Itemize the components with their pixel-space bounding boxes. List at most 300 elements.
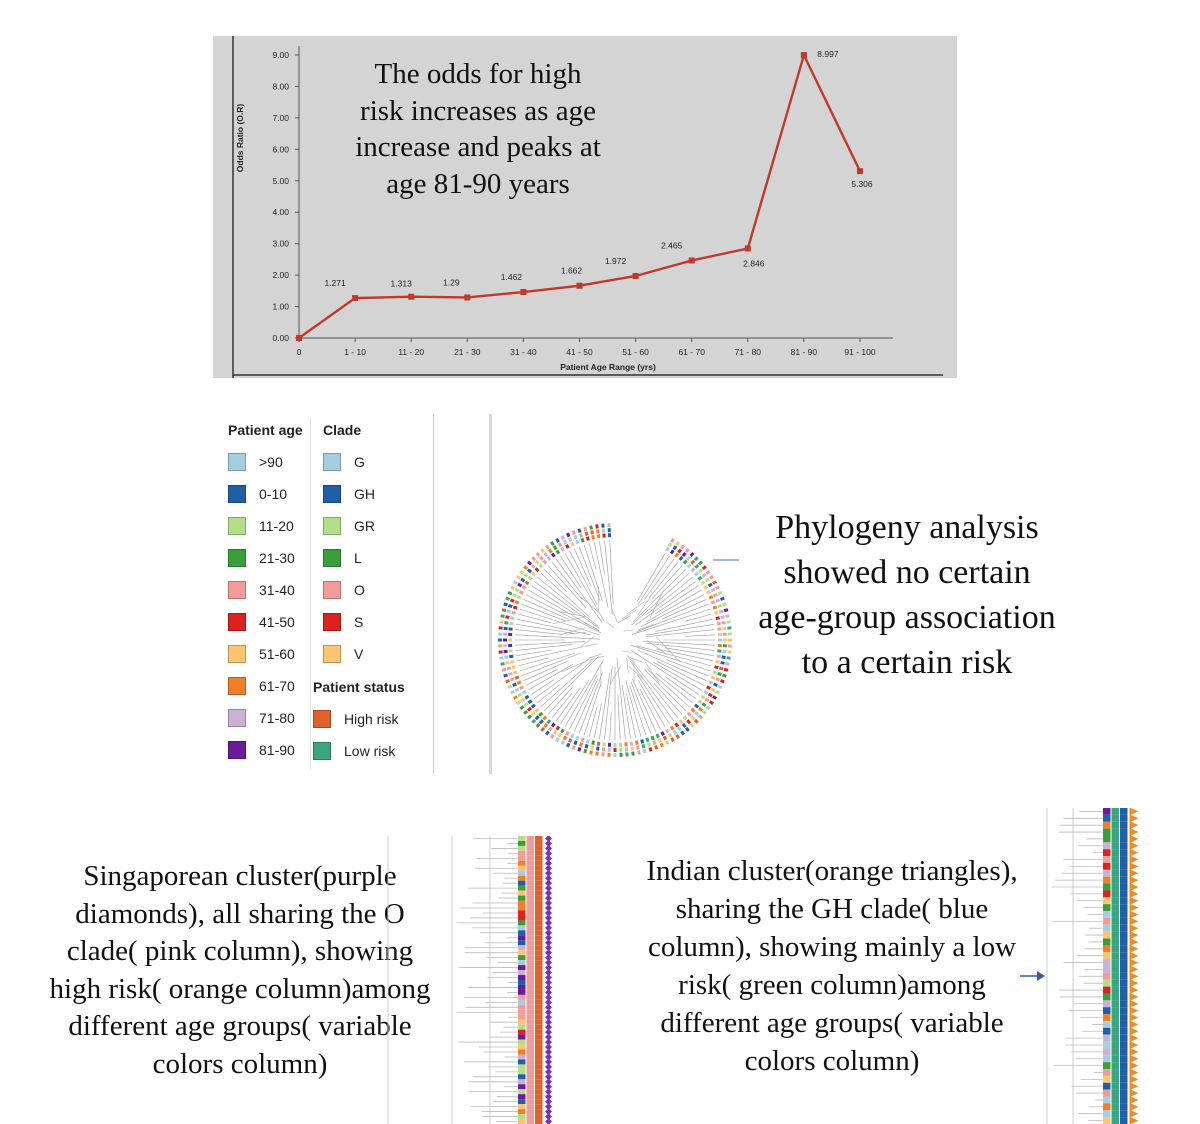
ring-cell bbox=[528, 570, 531, 573]
cluster-cell bbox=[1112, 904, 1120, 911]
cluster-cell bbox=[1112, 1014, 1120, 1021]
cluster-cell bbox=[1103, 1055, 1111, 1062]
cluster-cell bbox=[535, 1020, 543, 1025]
ring-cell bbox=[703, 566, 706, 569]
ring-cell bbox=[598, 534, 599, 538]
cluster-cell bbox=[527, 891, 535, 896]
legend-label: L bbox=[354, 550, 362, 566]
cluster-marker bbox=[545, 1118, 552, 1124]
ring-cell bbox=[722, 657, 726, 658]
ring-cell bbox=[517, 682, 521, 684]
cluster-cell bbox=[1112, 945, 1120, 952]
tree-branch bbox=[534, 659, 589, 699]
tree-branch bbox=[624, 630, 633, 631]
cluster-cell bbox=[1112, 1083, 1120, 1090]
cluster-cell bbox=[1103, 1097, 1111, 1104]
ring-cell bbox=[504, 657, 508, 658]
tree-branch bbox=[627, 658, 629, 673]
cluster-cell bbox=[527, 990, 535, 995]
cluster-cell bbox=[518, 856, 526, 861]
cluster-marker bbox=[1130, 856, 1139, 864]
ring-cell bbox=[687, 720, 690, 723]
ring-cell bbox=[528, 701, 531, 703]
cluster-cell bbox=[1112, 815, 1120, 822]
y-tick-label: 6.00 bbox=[272, 144, 289, 155]
ring-cell bbox=[701, 696, 704, 698]
ring-cell bbox=[719, 611, 723, 612]
ring-cell bbox=[702, 574, 705, 576]
cluster-cell bbox=[1120, 863, 1128, 870]
cluster-cell bbox=[1112, 877, 1120, 884]
cluster-cell bbox=[1103, 918, 1111, 925]
ring-cell bbox=[571, 542, 573, 546]
cluster-cell bbox=[1120, 1055, 1128, 1062]
ring-cell bbox=[684, 717, 687, 720]
cluster-cell bbox=[535, 970, 543, 975]
data-label: 8.997 bbox=[817, 49, 839, 60]
ring-cell bbox=[704, 692, 707, 694]
legend-label: O bbox=[354, 582, 365, 598]
ring-cell bbox=[512, 667, 516, 668]
cluster-cell bbox=[535, 901, 543, 906]
tree-branch bbox=[574, 679, 597, 732]
ring-cell bbox=[505, 662, 509, 663]
ring-cell bbox=[688, 713, 691, 716]
ring-cell bbox=[586, 532, 587, 536]
cluster-cell bbox=[1120, 993, 1128, 1000]
ring-cell bbox=[504, 675, 508, 676]
cluster-cell bbox=[518, 950, 526, 955]
ring-cell bbox=[535, 568, 538, 571]
ring-cell bbox=[559, 734, 561, 737]
cluster-cell bbox=[1120, 904, 1128, 911]
cluster-cell bbox=[518, 1010, 526, 1015]
cluster-marker bbox=[1130, 1075, 1139, 1083]
cluster-cell bbox=[518, 1035, 526, 1040]
ring-cell bbox=[716, 618, 720, 619]
cluster-cell bbox=[1103, 822, 1111, 829]
data-label: 1.29 bbox=[443, 277, 460, 288]
cluster-cell bbox=[1112, 952, 1120, 959]
ring-cell bbox=[520, 706, 523, 708]
cluster-cell bbox=[535, 1000, 543, 1005]
ring-cell bbox=[716, 691, 720, 693]
cluster-cell bbox=[527, 1114, 535, 1119]
ring-cell bbox=[676, 723, 678, 726]
ring-cell bbox=[695, 705, 698, 708]
cluster-marker bbox=[1130, 924, 1139, 932]
cluster-cell bbox=[535, 1084, 543, 1089]
ring-cell bbox=[698, 701, 701, 703]
ring-cell bbox=[681, 545, 683, 548]
ring-cell bbox=[716, 661, 720, 662]
cluster-cell bbox=[1120, 1035, 1128, 1042]
ring-cell bbox=[510, 600, 514, 601]
cluster-cell bbox=[527, 1079, 535, 1084]
cluster-cell bbox=[527, 930, 535, 935]
singapore-tree bbox=[388, 836, 552, 1124]
cluster-cell bbox=[1112, 849, 1120, 856]
ring-cell bbox=[714, 594, 718, 596]
legend-item bbox=[228, 542, 295, 574]
cluster-cell bbox=[527, 886, 535, 891]
cluster-marker bbox=[1130, 993, 1139, 1001]
ring-cell bbox=[535, 709, 538, 712]
legend-item bbox=[228, 606, 295, 638]
cluster-cell bbox=[1112, 1069, 1120, 1076]
cluster-cell bbox=[518, 1059, 526, 1064]
ring-cell bbox=[507, 611, 511, 612]
cluster-cell bbox=[1112, 993, 1120, 1000]
ring-cell bbox=[631, 742, 632, 746]
ring-cell bbox=[632, 747, 633, 751]
cluster-cell bbox=[527, 901, 535, 906]
ring-cell bbox=[548, 557, 551, 560]
cluster-cell bbox=[535, 1064, 543, 1069]
tree-branch bbox=[552, 562, 582, 599]
cluster-cell bbox=[1112, 1062, 1120, 1069]
tree-branch bbox=[544, 656, 598, 710]
ring-cell bbox=[714, 612, 718, 613]
data-label: 1.462 bbox=[500, 272, 523, 283]
cluster-cell bbox=[1112, 890, 1120, 897]
cluster-cell bbox=[535, 915, 543, 920]
ring-cell bbox=[567, 533, 569, 537]
cluster-cell bbox=[1120, 1117, 1128, 1124]
ring-cell bbox=[543, 717, 546, 720]
cluster-cell bbox=[518, 881, 526, 886]
y-tick-label: 0.00 bbox=[272, 333, 289, 343]
ring-cell bbox=[676, 553, 678, 556]
cluster-cell bbox=[1112, 1007, 1120, 1014]
ring-cell bbox=[517, 576, 520, 578]
ring-cell bbox=[642, 739, 643, 743]
ring-cell bbox=[718, 673, 722, 674]
cluster-cell bbox=[535, 945, 543, 950]
cluster-cell bbox=[1103, 1103, 1111, 1110]
cluster-cell bbox=[518, 955, 526, 960]
phylogeny-caption: Phylogeny analysis showed no certain age-group association to a certain risk bbox=[758, 509, 1056, 681]
cluster-cell bbox=[518, 896, 526, 901]
legend-label: S bbox=[354, 614, 364, 630]
cluster-cell bbox=[518, 1025, 526, 1030]
cluster-cell bbox=[518, 1000, 526, 1005]
cluster-cell bbox=[518, 841, 526, 846]
chart-annotation: The odds for high risk increases as age increase and peaks at age 81-90 years bbox=[355, 58, 601, 200]
cluster-cell bbox=[535, 1099, 543, 1104]
cluster-cell bbox=[1112, 1048, 1120, 1055]
cluster-cell bbox=[1103, 973, 1111, 980]
data-point bbox=[745, 246, 751, 252]
cluster-cell bbox=[1120, 918, 1128, 925]
y-tick-label: 5.00 bbox=[272, 175, 289, 186]
ring-cell bbox=[507, 668, 511, 669]
cluster-cell bbox=[527, 1099, 535, 1104]
cluster-marker bbox=[1130, 1089, 1139, 1097]
cluster-cell bbox=[1112, 856, 1120, 863]
ring-cell bbox=[520, 591, 524, 593]
ring-cell bbox=[512, 612, 516, 613]
cluster-cell bbox=[1103, 1014, 1111, 1021]
cluster-cell bbox=[1112, 939, 1120, 946]
cluster-cell bbox=[527, 881, 535, 886]
ring-cell bbox=[704, 587, 707, 589]
cluster-cell bbox=[1103, 1083, 1111, 1090]
ring-cell bbox=[585, 527, 586, 531]
cluster-cell bbox=[1103, 993, 1111, 1000]
data-point bbox=[801, 52, 807, 58]
ring-cell bbox=[695, 720, 698, 723]
ring-cell bbox=[592, 530, 593, 534]
ring-cell bbox=[669, 543, 671, 546]
cluster-cell bbox=[518, 861, 526, 866]
data-point bbox=[577, 283, 583, 289]
ring-cell bbox=[662, 732, 664, 736]
ring-cell bbox=[549, 727, 551, 730]
ring-cell bbox=[713, 672, 717, 673]
cluster-cell bbox=[535, 1025, 543, 1030]
legend-swatch bbox=[228, 581, 246, 599]
ring-cell bbox=[650, 747, 651, 751]
ring-cell bbox=[504, 604, 508, 605]
cluster-cell bbox=[527, 1010, 535, 1015]
ring-cell bbox=[508, 686, 512, 688]
cluster-cell bbox=[1120, 1103, 1128, 1110]
ring-cell bbox=[711, 677, 715, 678]
cluster-cell bbox=[1103, 856, 1111, 863]
legend-label: 41-50 bbox=[259, 614, 295, 630]
ring-cell bbox=[515, 689, 519, 691]
ring-cell bbox=[717, 623, 721, 624]
data-label: 1.271 bbox=[324, 278, 346, 289]
ring-cell bbox=[502, 610, 506, 611]
ring-cell bbox=[686, 549, 689, 552]
ring-cell bbox=[536, 561, 539, 564]
ring-cell bbox=[659, 739, 661, 743]
cluster-cell bbox=[1112, 1035, 1120, 1042]
cluster-cell bbox=[527, 915, 535, 920]
legend-status-title: Patient status bbox=[313, 679, 405, 695]
cluster-cell bbox=[518, 995, 526, 1000]
legend-swatch bbox=[313, 742, 331, 760]
cluster-marker bbox=[1130, 917, 1139, 925]
tree-branch bbox=[589, 656, 604, 660]
cluster-cell bbox=[535, 1089, 543, 1094]
ring-cell bbox=[597, 747, 598, 751]
legend-swatch bbox=[323, 549, 341, 567]
cluster-cell bbox=[535, 896, 543, 901]
cluster-cell bbox=[527, 965, 535, 970]
cluster-cell bbox=[518, 910, 526, 915]
ring-cell bbox=[562, 741, 564, 745]
ring-cell bbox=[674, 731, 676, 734]
x-tick-label: 71 - 80 bbox=[734, 347, 762, 357]
ring-cell bbox=[592, 746, 593, 750]
cluster-cell bbox=[527, 851, 535, 856]
tree-branch bbox=[516, 624, 574, 633]
tree-branch bbox=[632, 573, 690, 625]
ring-cell bbox=[543, 560, 546, 563]
ring-cell bbox=[727, 622, 731, 623]
cluster-cell bbox=[1112, 1021, 1120, 1028]
tree-branch bbox=[518, 614, 551, 623]
cluster-cell bbox=[535, 940, 543, 945]
cluster-marker bbox=[1130, 1048, 1139, 1056]
ring-cell bbox=[598, 742, 599, 746]
tree-branch bbox=[605, 666, 613, 740]
cluster-cell bbox=[527, 836, 535, 841]
ring-cell bbox=[569, 538, 571, 542]
cluster-cell bbox=[1103, 884, 1111, 891]
tree-branch bbox=[522, 604, 566, 621]
cluster-cell bbox=[518, 960, 526, 965]
cluster-cell bbox=[1120, 1090, 1128, 1097]
data-label: 2.846 bbox=[743, 258, 765, 269]
cluster-cell bbox=[535, 871, 543, 876]
cluster-marker bbox=[1130, 1068, 1139, 1076]
legend-swatch bbox=[323, 581, 341, 599]
y-tick-label: 7.00 bbox=[272, 112, 289, 123]
legend-item bbox=[228, 446, 295, 478]
ring-cell bbox=[724, 610, 728, 611]
ring-cell bbox=[564, 736, 566, 740]
ring-cell bbox=[678, 727, 680, 730]
cluster-marker bbox=[1130, 1082, 1139, 1090]
ring-cell bbox=[692, 709, 695, 712]
cluster-cell bbox=[535, 1035, 543, 1040]
cluster-cell bbox=[1112, 1110, 1120, 1117]
cluster-cell bbox=[527, 1104, 535, 1109]
data-label: 2.465 bbox=[661, 240, 683, 251]
cluster-cell bbox=[527, 1020, 535, 1025]
ring-cell bbox=[585, 749, 586, 753]
ring-cell bbox=[648, 743, 649, 747]
ring-cell bbox=[562, 547, 564, 550]
cluster-cell bbox=[1120, 1007, 1128, 1014]
cluster-cell bbox=[535, 935, 543, 940]
ring-cell bbox=[720, 680, 724, 681]
cluster-marker bbox=[1130, 1020, 1139, 1028]
ring-cell bbox=[510, 661, 514, 662]
y-tick-label: 1.00 bbox=[272, 301, 289, 312]
cluster-marker bbox=[1130, 1062, 1139, 1070]
legend-label: 61-70 bbox=[259, 678, 295, 694]
ring-cell bbox=[667, 547, 669, 550]
legend-swatch bbox=[323, 613, 341, 631]
cluster-cell bbox=[518, 1089, 526, 1094]
cluster-cell bbox=[527, 960, 535, 965]
ring-cell bbox=[644, 749, 645, 753]
cluster-cell bbox=[1103, 1042, 1111, 1049]
cluster-cell bbox=[527, 995, 535, 1000]
cluster-cell bbox=[535, 1010, 543, 1015]
cluster-cell bbox=[1103, 904, 1111, 911]
cluster-cell bbox=[1112, 1042, 1120, 1049]
ring-cell bbox=[722, 604, 726, 605]
tree-branch bbox=[605, 541, 613, 615]
cluster-cell bbox=[535, 886, 543, 891]
data-point bbox=[464, 294, 470, 300]
cluster-cell bbox=[535, 980, 543, 985]
cluster-cell bbox=[518, 945, 526, 950]
cluster-cell bbox=[1103, 897, 1111, 904]
tree-branch bbox=[544, 569, 566, 591]
tree-branch bbox=[517, 619, 590, 635]
cluster-cell bbox=[527, 985, 535, 990]
ring-cell bbox=[636, 741, 637, 745]
cluster-cell bbox=[1103, 863, 1111, 870]
ring-cell bbox=[528, 708, 531, 711]
ring-cell bbox=[707, 591, 711, 593]
cluster-marker bbox=[1130, 979, 1139, 987]
cluster-cell bbox=[1120, 856, 1128, 863]
cluster-cell bbox=[535, 1104, 543, 1109]
ring-cell bbox=[637, 746, 638, 750]
ring-cell bbox=[721, 617, 725, 618]
legend-clade-title: Clade bbox=[323, 422, 362, 438]
tree-branch bbox=[632, 679, 655, 732]
cluster-cell bbox=[518, 901, 526, 906]
ring-cell bbox=[669, 734, 671, 737]
cluster-cell bbox=[1103, 849, 1111, 856]
tree-branch bbox=[630, 685, 646, 735]
cluster-cell bbox=[1112, 808, 1120, 815]
data-label: 1.662 bbox=[560, 265, 583, 276]
ring-cell bbox=[699, 570, 702, 573]
cluster-cell bbox=[1120, 884, 1128, 891]
ring-cell bbox=[564, 540, 566, 544]
ring-cell bbox=[714, 684, 718, 686]
cluster-cell bbox=[1103, 1090, 1111, 1097]
cluster-cell bbox=[1103, 1035, 1111, 1042]
cluster-cell bbox=[1120, 897, 1128, 904]
cluster-cell bbox=[1112, 884, 1120, 891]
cluster-cell bbox=[1103, 925, 1111, 932]
cluster-cell bbox=[535, 866, 543, 871]
cluster-cell bbox=[1112, 959, 1120, 966]
cluster-cell bbox=[1103, 966, 1111, 973]
data-point bbox=[689, 257, 695, 263]
cluster-cell bbox=[527, 906, 535, 911]
cluster-cell bbox=[1112, 911, 1120, 918]
cluster-cell bbox=[535, 950, 543, 955]
ring-cell bbox=[657, 734, 659, 738]
legend-age-list bbox=[228, 446, 295, 766]
ring-cell bbox=[501, 616, 505, 617]
tree-branch bbox=[646, 630, 714, 637]
cluster-cell bbox=[527, 975, 535, 980]
y-tick-label: 3.00 bbox=[272, 238, 289, 249]
cluster-cell bbox=[518, 871, 526, 876]
ring-cell bbox=[524, 703, 527, 705]
ring-cell bbox=[698, 577, 701, 579]
cluster-marker bbox=[1130, 821, 1139, 829]
ring-cell bbox=[537, 724, 540, 727]
cluster-cell bbox=[518, 1030, 526, 1035]
cluster-cell bbox=[518, 990, 526, 995]
tree-branch bbox=[537, 684, 560, 703]
ring-cell bbox=[575, 741, 576, 745]
legend-item bbox=[228, 478, 295, 510]
ring-cell bbox=[557, 539, 559, 542]
legend-item bbox=[228, 638, 295, 670]
cluster-cell bbox=[518, 965, 526, 970]
ring-cell bbox=[513, 607, 517, 608]
x-tick-label: 81 - 90 bbox=[790, 347, 818, 357]
cluster-cell bbox=[527, 1035, 535, 1040]
legend-swatch bbox=[323, 453, 341, 471]
cluster-marker bbox=[1130, 1027, 1139, 1035]
